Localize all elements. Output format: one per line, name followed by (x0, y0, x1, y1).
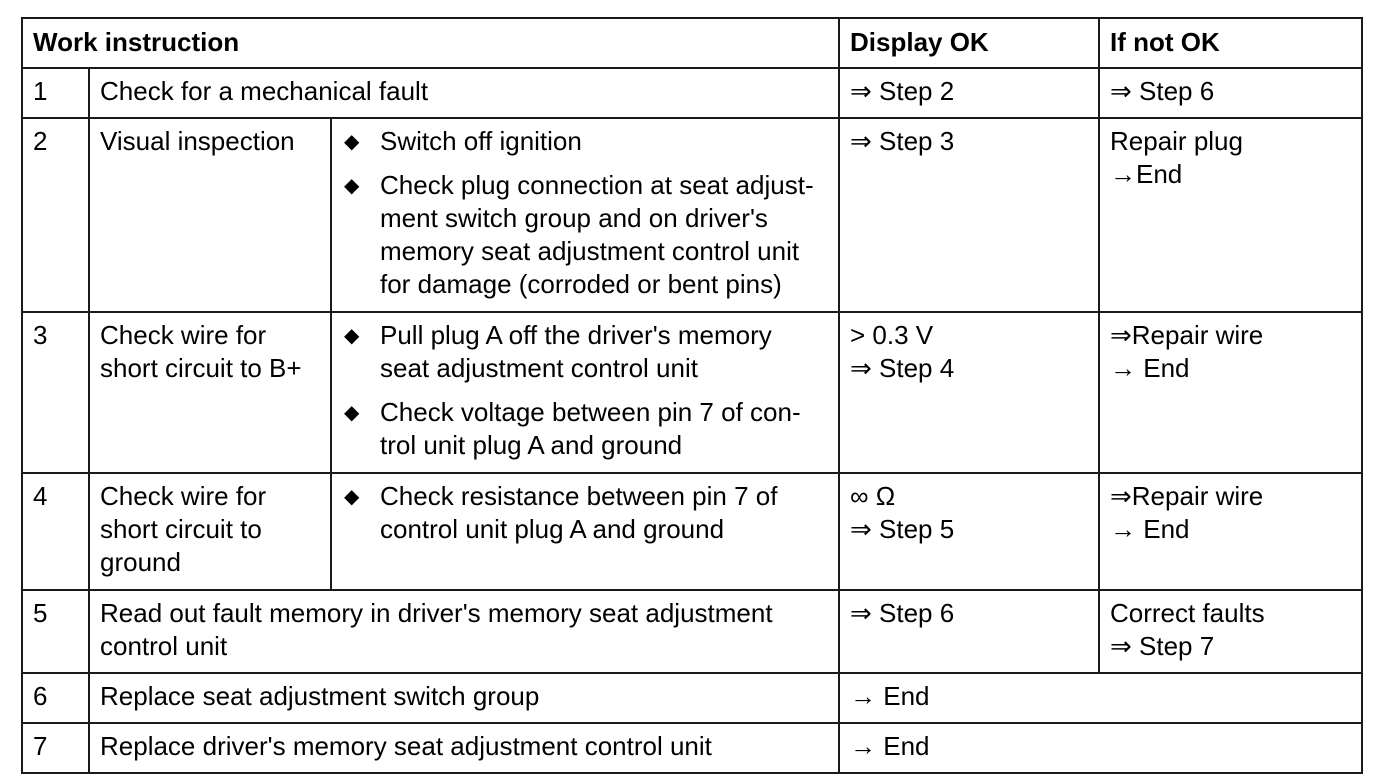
table-row (22, 68, 1362, 118)
step-title: Replace driver's memory seat adjustment control unit (89, 723, 839, 773)
header-work-instruction: Work instruction (22, 18, 839, 68)
if-not-ok-value: Correct faults (1110, 598, 1265, 628)
if-not-ok-value: →End (1110, 159, 1183, 189)
diamond-bullet-icon: ◆ (344, 484, 360, 508)
instruction-text: Check plug connection at seat adjust-ment switch group and on driver's memory seat adjustment control unit for damage (corroded or bent pins) (380, 170, 814, 299)
step-number: 5 (22, 590, 89, 673)
if-not-ok-cell (1099, 118, 1362, 312)
display-ok-value: ⇒ Step 3 (850, 126, 955, 156)
instruction-text: Switch off ignition (380, 126, 582, 156)
step-title: Check wire for short circuit to B+ (89, 312, 331, 473)
display-ok-cell (839, 312, 1099, 473)
display-ok-cell (839, 590, 1099, 673)
list-item (342, 169, 828, 301)
table-row (22, 473, 1362, 590)
result-cell: → End (839, 673, 1362, 723)
if-not-ok-cell (1099, 312, 1362, 473)
table-row (22, 118, 1362, 312)
display-ok-value: > 0.3 V (850, 320, 934, 350)
diamond-bullet-icon: ◆ (344, 323, 360, 347)
display-ok-value: ∞ Ω (850, 481, 896, 511)
if-not-ok-cell (1099, 68, 1362, 118)
if-not-ok-value: ⇒ Step 7 (1110, 631, 1215, 661)
result-cell: → End (839, 723, 1362, 773)
display-ok-cell (839, 118, 1099, 312)
if-not-ok-value: ⇒Repair wire (1110, 320, 1264, 350)
step-number: 6 (22, 673, 89, 723)
if-not-ok-value: → End (1110, 514, 1190, 544)
instruction-list (342, 480, 828, 546)
step-title: Check for a mechanical fault (89, 68, 839, 118)
step-instructions (331, 473, 839, 590)
step-instructions (331, 118, 839, 312)
instruction-text: Check voltage between pin 7 of con-trol unit plug A and ground (380, 397, 801, 460)
diamond-bullet-icon: ◆ (344, 400, 360, 424)
list-item (342, 125, 828, 158)
step-number: 2 (22, 118, 89, 312)
display-ok-cell (839, 68, 1099, 118)
header-if-not-ok: If not OK (1099, 18, 1362, 68)
list-item (342, 319, 828, 385)
diamond-bullet-icon: ◆ (344, 173, 360, 197)
step-title: Visual inspection (89, 118, 331, 312)
list-item (342, 396, 828, 462)
header-row (22, 18, 1362, 68)
step-instructions (331, 312, 839, 473)
display-ok-value: ⇒ Step 2 (850, 76, 955, 106)
instruction-list (342, 125, 828, 301)
work-instruction-sheet (21, 17, 1363, 774)
table-row (22, 723, 1362, 773)
instruction-text: Check resistance between pin 7 of control unit plug A and ground (380, 481, 778, 544)
display-ok-cell (839, 473, 1099, 590)
if-not-ok-value: Repair plug (1110, 126, 1243, 156)
if-not-ok-cell (1099, 473, 1362, 590)
table-row (22, 673, 1362, 723)
list-item (342, 480, 828, 546)
instruction-text: Pull plug A off the driver's memory seat adjustment control unit (380, 320, 772, 383)
step-number: 7 (22, 723, 89, 773)
header-display-ok: Display OK (839, 18, 1099, 68)
instruction-list (342, 319, 828, 462)
diamond-bullet-icon: ◆ (344, 129, 360, 153)
step-number: 3 (22, 312, 89, 473)
if-not-ok-value: ⇒Repair wire (1110, 481, 1264, 511)
step-title: Read out fault memory in driver's memory seat adjustment control unit (89, 590, 839, 673)
if-not-ok-value: ⇒ Step 6 (1110, 76, 1215, 106)
step-title: Replace seat adjustment switch group (89, 673, 839, 723)
if-not-ok-cell (1099, 590, 1362, 673)
step-number: 4 (22, 473, 89, 590)
table-row (22, 312, 1362, 473)
step-title: Check wire for short circuit to ground (89, 473, 331, 590)
display-ok-value: ⇒ Step 5 (850, 514, 955, 544)
display-ok-value: ⇒ Step 6 (850, 598, 955, 628)
table-row (22, 590, 1362, 673)
step-number: 1 (22, 68, 89, 118)
if-not-ok-value: → End (1110, 353, 1190, 383)
work-instruction-table (21, 17, 1363, 774)
display-ok-value: ⇒ Step 4 (850, 353, 955, 383)
